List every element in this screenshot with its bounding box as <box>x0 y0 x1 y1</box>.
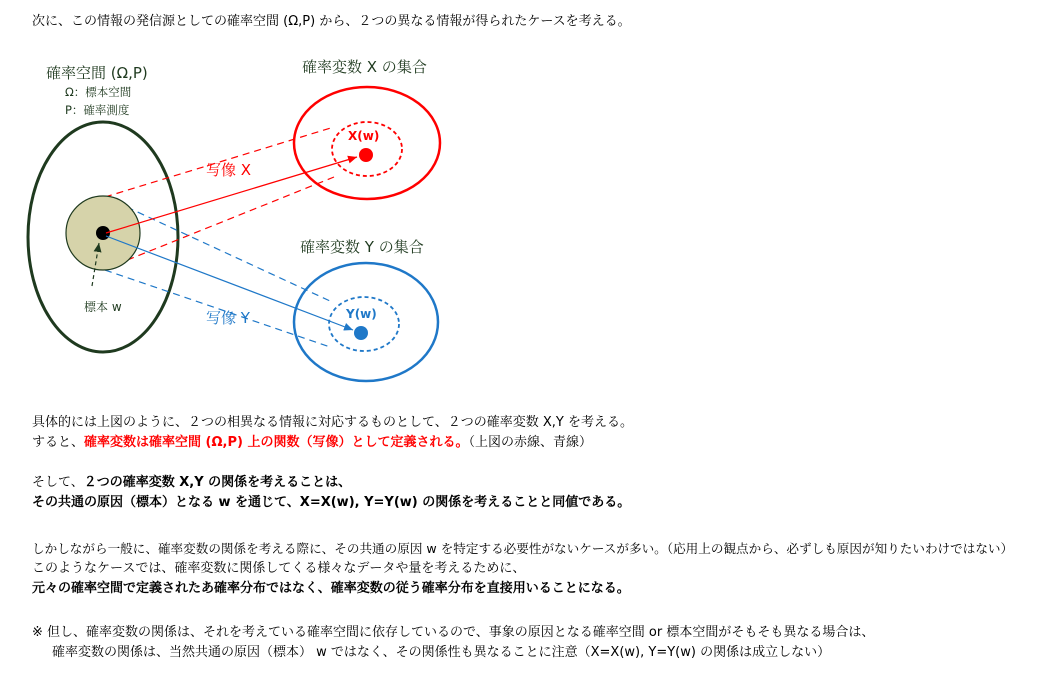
note-line2: 確率変数の関係は、当然共通の原因（標本） w ではなく、その関係性も異なることに注意（X=X(w), Y=Y(w) の関係は成立しない） <box>52 645 831 660</box>
map-y-label: 写像 Y <box>206 309 250 327</box>
set-x-ellipse <box>294 87 440 199</box>
para3-line2: このようなケースでは、確率変数に関係してくる様々なデータや量を考えるために、 <box>32 561 526 576</box>
yw-label: Y(w) <box>346 307 377 321</box>
set-y-title: 確率変数 Y の集合 <box>300 238 424 256</box>
map-x-label: 写像 X <box>206 161 252 179</box>
para1-line1: 具体的には上図のように、２つの相異なる情報に対応するものとして、２つの確率変数 X,Y を考える。 <box>32 415 633 430</box>
xw-point <box>359 148 373 162</box>
para3-line3: 元々の確率空間で定義されたあ確率分布ではなく、確率変数の従う確率分布を直接用いることになる。 <box>32 581 630 596</box>
intro-text: 次に、この情報の発信源としての確率空間 (Ω,P) から、２つの異なる情報が得られたケースを考える。 <box>32 14 631 29</box>
para2-line2: その共通の原因（標本）となる w を通じて、X=X(w), Y=Y(w) の関係を考えることと同値である。 <box>32 495 631 510</box>
para2-line1-prefix: そして、 <box>32 475 84 490</box>
sample-label: 標本 w <box>84 300 122 314</box>
note-line1: ※ 但し、確率変数の関係は、それを考えている確率空間に依存しているので、事象の原因となる確率空間 or 標本空間がそもそも異なる場合は、 <box>32 625 875 640</box>
space-title: 確率空間 (Ω,P) <box>46 64 148 82</box>
set-y-ellipse <box>294 263 438 381</box>
para3-line1: しかしながら一般に、確率変数の関係を考える際に、その共通の原因 w を特定する必要性がないケースが多い。（応用上の観点から、必ずしも原因が知りたいわけではない） <box>32 541 1014 556</box>
set-y-inner-ellipse <box>329 297 399 351</box>
para1-line2-highlight: 確率変数は確率空間 (Ω,P) 上の関数（写像）として定義される。 <box>84 435 469 450</box>
xw-label: X(w) <box>348 129 380 143</box>
para2-line1 <box>32 474 351 492</box>
p-label: P：確率測度 <box>65 103 130 117</box>
para1-line2 <box>32 434 592 452</box>
para1-line2-prefix: すると、 <box>32 435 85 450</box>
para2-line1-bold: ２つの確率変数 X,Y の関係を考えることは、 <box>83 475 352 490</box>
para1-line2-suffix: （上図の赤線、青線） <box>468 435 592 450</box>
yw-point <box>354 326 368 340</box>
set-x-title: 確率変数 X の集合 <box>302 58 427 76</box>
omega-label: Ω：標本空間 <box>65 85 132 99</box>
